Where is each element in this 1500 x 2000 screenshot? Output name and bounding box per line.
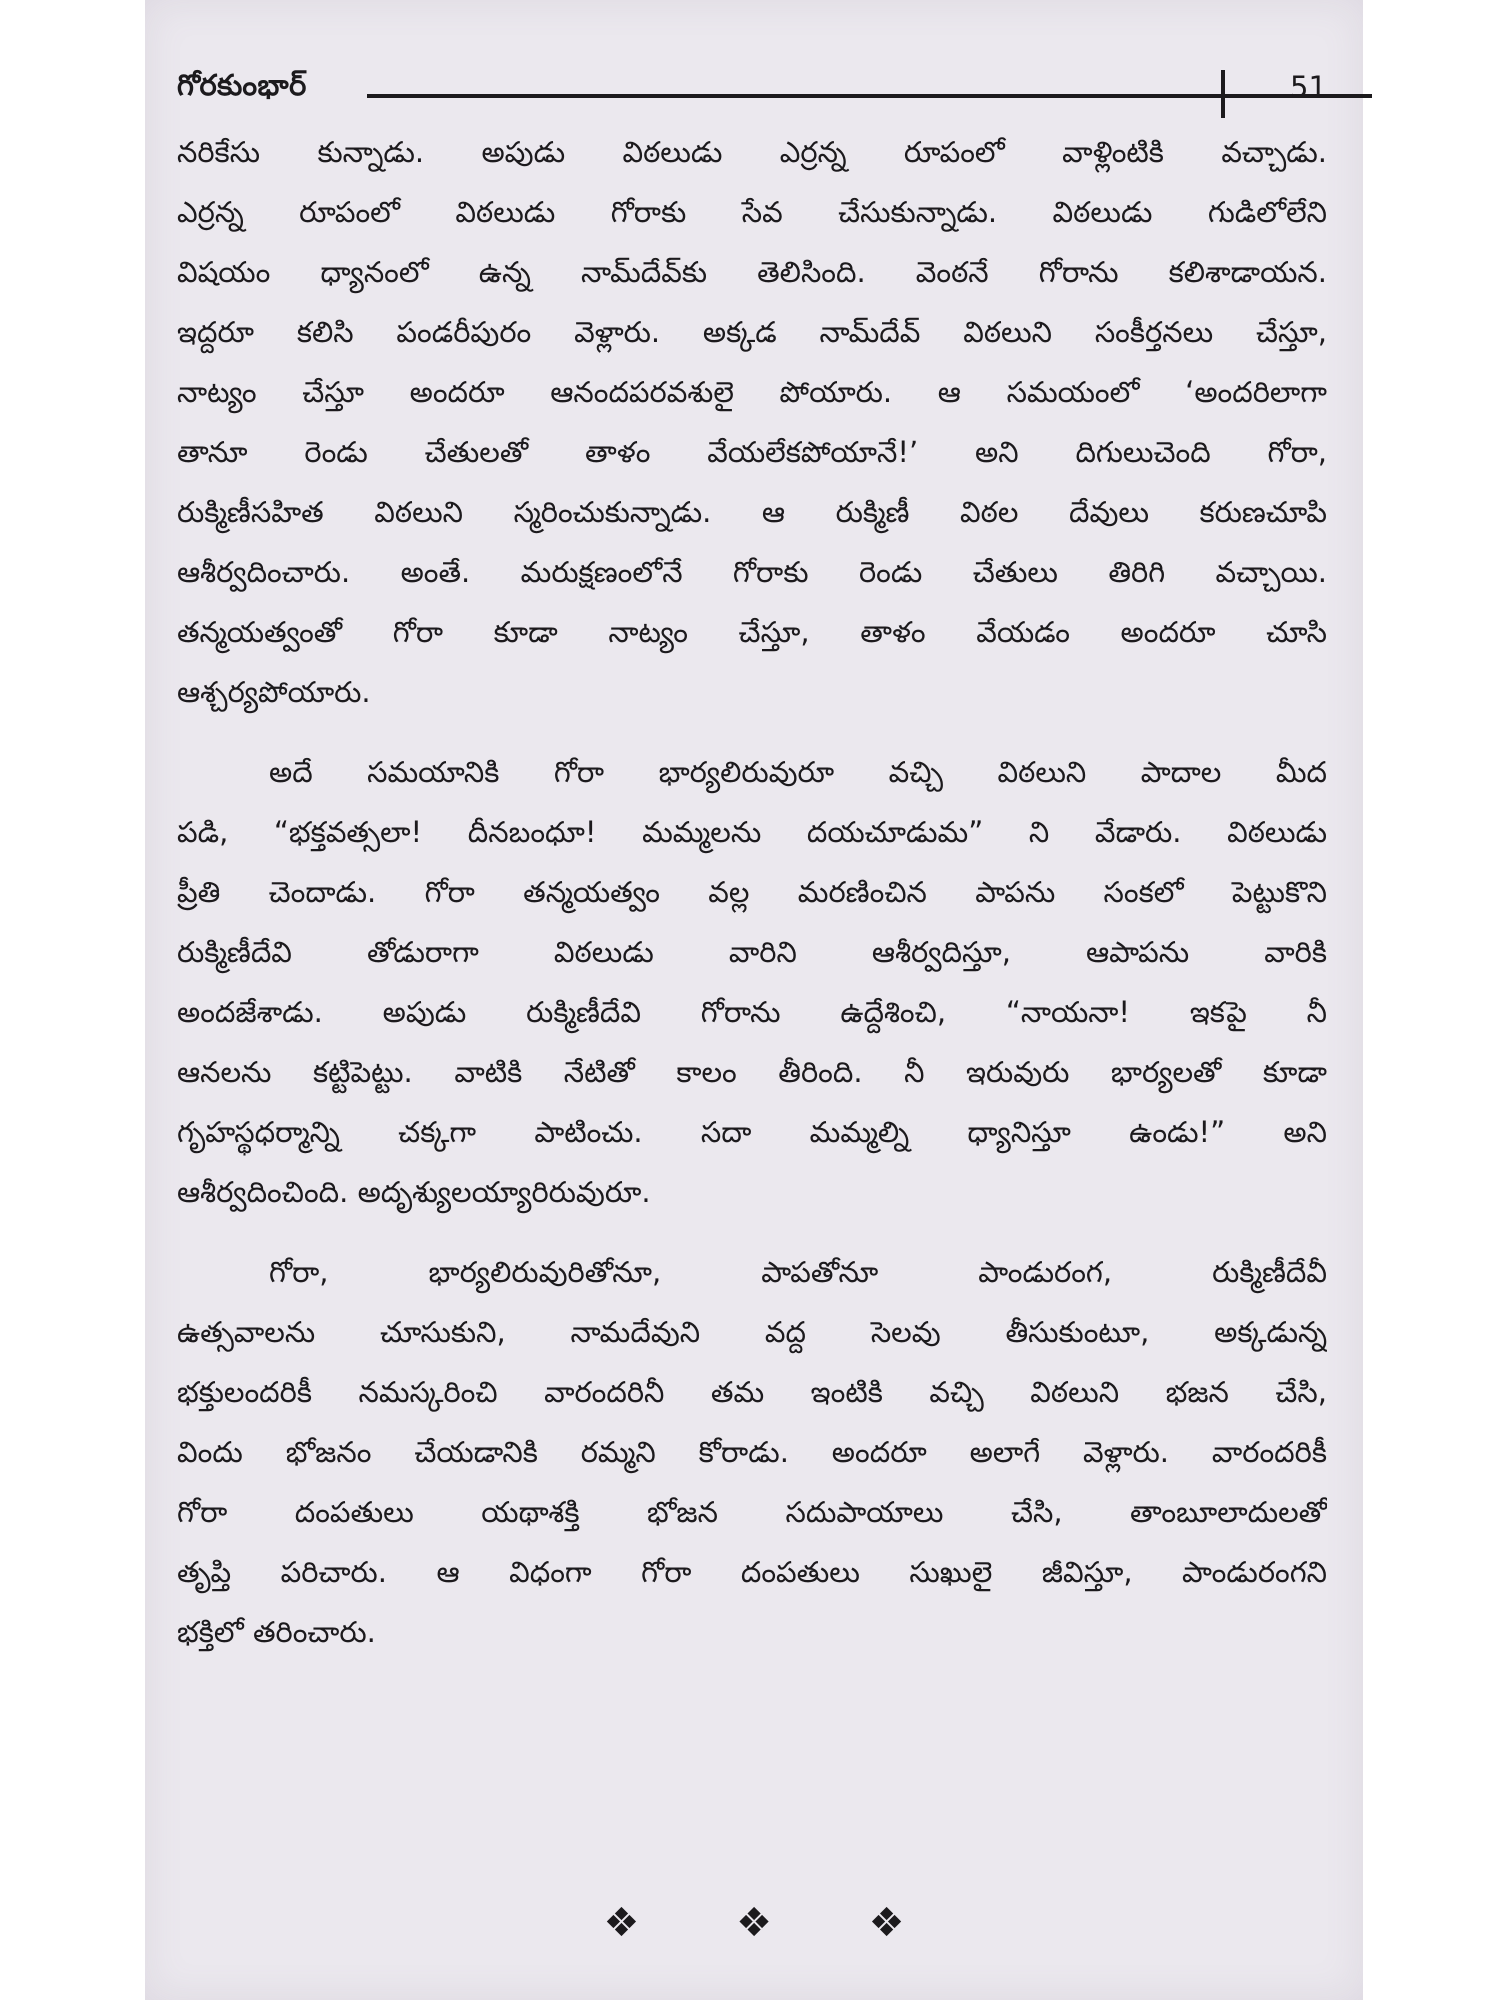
text-line: భక్తిలో తరించారు. <box>177 1615 376 1649</box>
text-line: ఆశ్చర్యపోయారు. <box>177 675 371 709</box>
text-line: భక్తులందరికీ నమస్కరించి వారందరినీ తమ ఇంటికి వచ్చి విఠలుని భజన చేసి, <box>177 1375 1327 1409</box>
text-line: రుక్మిణీదేవి తోడురాగా విఠలుడు వారిని ఆశీర్వదిస్తూ, ఆపాపను వారికి <box>177 935 1327 969</box>
paragraph-2 <box>177 742 1327 1222</box>
text-line: ఆశీర్వదించారు. అంతే. మరుక్షణంలోనే గోరాకు రెండు చేతులు తిరిగి వచ్చాయి. <box>177 555 1327 589</box>
text-line: తానూ రెండు చేతులతో తాళం వేయలేకపోయానే!’ అని దిగులుచెంది గోరా, <box>177 435 1327 469</box>
text-line: గృహస్థధర్మాన్ని చక్కగా పాటించు. సదా మమ్మల్ని ధ్యానిస్తూ ఉండు!” అని <box>177 1115 1327 1149</box>
body-text <box>177 122 1327 1662</box>
paragraph-3 <box>177 1242 1327 1662</box>
page-number: 51 <box>1290 70 1327 104</box>
page-header <box>145 58 1363 118</box>
text-line: ఇద్దరూ కలిసి పండరీపురం వెళ్లారు. అక్కడ నామ్‌దేవ్ విఠలుని సంకీర్తనలు చేస్తూ, <box>177 315 1327 349</box>
text-line: విందు భోజనం చేయడానికి రమ్మని కోరాడు. అందరూ అలాగే వెళ్లారు. వారందరికీ <box>177 1435 1327 1469</box>
text-line: అందజేశాడు. అపుడు రుక్మిణీదేవి గోరాను ఉద్దేశించి, “నాయనా! ఇకపై నీ <box>177 995 1327 1029</box>
diamond-ornament-icon: ❖ <box>603 1900 640 1946</box>
text-line: అదే సమయానికి గోరా భార్యలిరువురూ వచ్చి విఠలుని పాదాల మీద <box>269 755 1327 789</box>
text-line: ఆనలను కట్టిపెట్టు. వాటికి నేటితో కాలం తీరింది. నీ ఇరువురు భార్యలతో కూడా <box>177 1055 1327 1089</box>
book-page <box>145 0 1363 2000</box>
text-line: గోరా, భార్యలిరువురితోనూ, పాపతోనూ పాండురంగ, రుక్మిణీదేవీ <box>269 1255 1327 1289</box>
diamond-ornament-icon: ❖ <box>868 1900 905 1946</box>
diamond-ornament-icon: ❖ <box>736 1900 772 1946</box>
text-line: తృప్తి పరిచారు. ఆ విధంగా గోరా దంపతులు సుఖులై జీవిస్తూ, పాండురంగని <box>177 1555 1327 1589</box>
paragraph-gap <box>177 1222 1327 1242</box>
text-line: గోరా దంపతులు యథాశక్తి భోజన సదుపాయాలు చేసి, తాంబూలాదులతో <box>177 1495 1327 1529</box>
text-line: నరికేసు కున్నాడు. అపుడు విఠలుడు ఎర్రన్న రూపంలో వాళ్లింటికి వచ్చాడు. <box>177 135 1327 169</box>
header-rule-cap <box>1221 70 1225 118</box>
text-line: ఎర్రన్న రూపంలో విఠలుడు గోరాకు సేవ చేసుకున్నాడు. విఠలుడు గుడిలోలేని <box>177 195 1327 229</box>
paragraph-gap <box>177 722 1327 742</box>
paragraph-1 <box>177 122 1327 722</box>
text-line: విషయం ధ్యానంలో ఉన్న నామ్‌దేవ్‌కు తెలిసింది. వెంఠనే గోరాను కలిశాడాయన. <box>177 255 1327 289</box>
text-line: ఆశీర్వదించింది. అదృశ్యులయ్యారిరువురూ. <box>177 1175 651 1209</box>
text-line: ఉత్సవాలను చూసుకుని, నామదేవుని వద్ద సెలవు తీసుకుంటూ, అక్కడున్న <box>177 1315 1327 1349</box>
text-line: ప్రీతి చెందాడు. గోరా తన్మయత్వం వల్ల మరణించిన పాపను సంకలో పెట్టుకొని <box>177 875 1327 909</box>
text-line: నాట్యం చేస్తూ అందరూ ఆనందపరవశులై పోయారు. ఆ సమయంలో ‘అందరిలాగా <box>177 375 1327 409</box>
text-line: పడి, “భక్తవత్సలా! దీనబంధూ! మమ్మలను దయచూడుమ” ని వేడారు. విఠలుడు <box>177 815 1327 849</box>
text-line: రుక్మిణీసహిత విఠలుని స్మరించుకున్నాడు. ఆ రుక్మిణీ విఠల దేవులు కరుణచూపి <box>177 495 1327 529</box>
running-title: గోరకుంభార్ <box>177 68 307 102</box>
section-end-ornaments <box>145 1898 1363 1948</box>
text-line: తన్మయత్వంతో గోరా కూడా నాట్యం చేస్తూ, తాళం వేయడం అందరూ చూసి <box>177 615 1327 649</box>
